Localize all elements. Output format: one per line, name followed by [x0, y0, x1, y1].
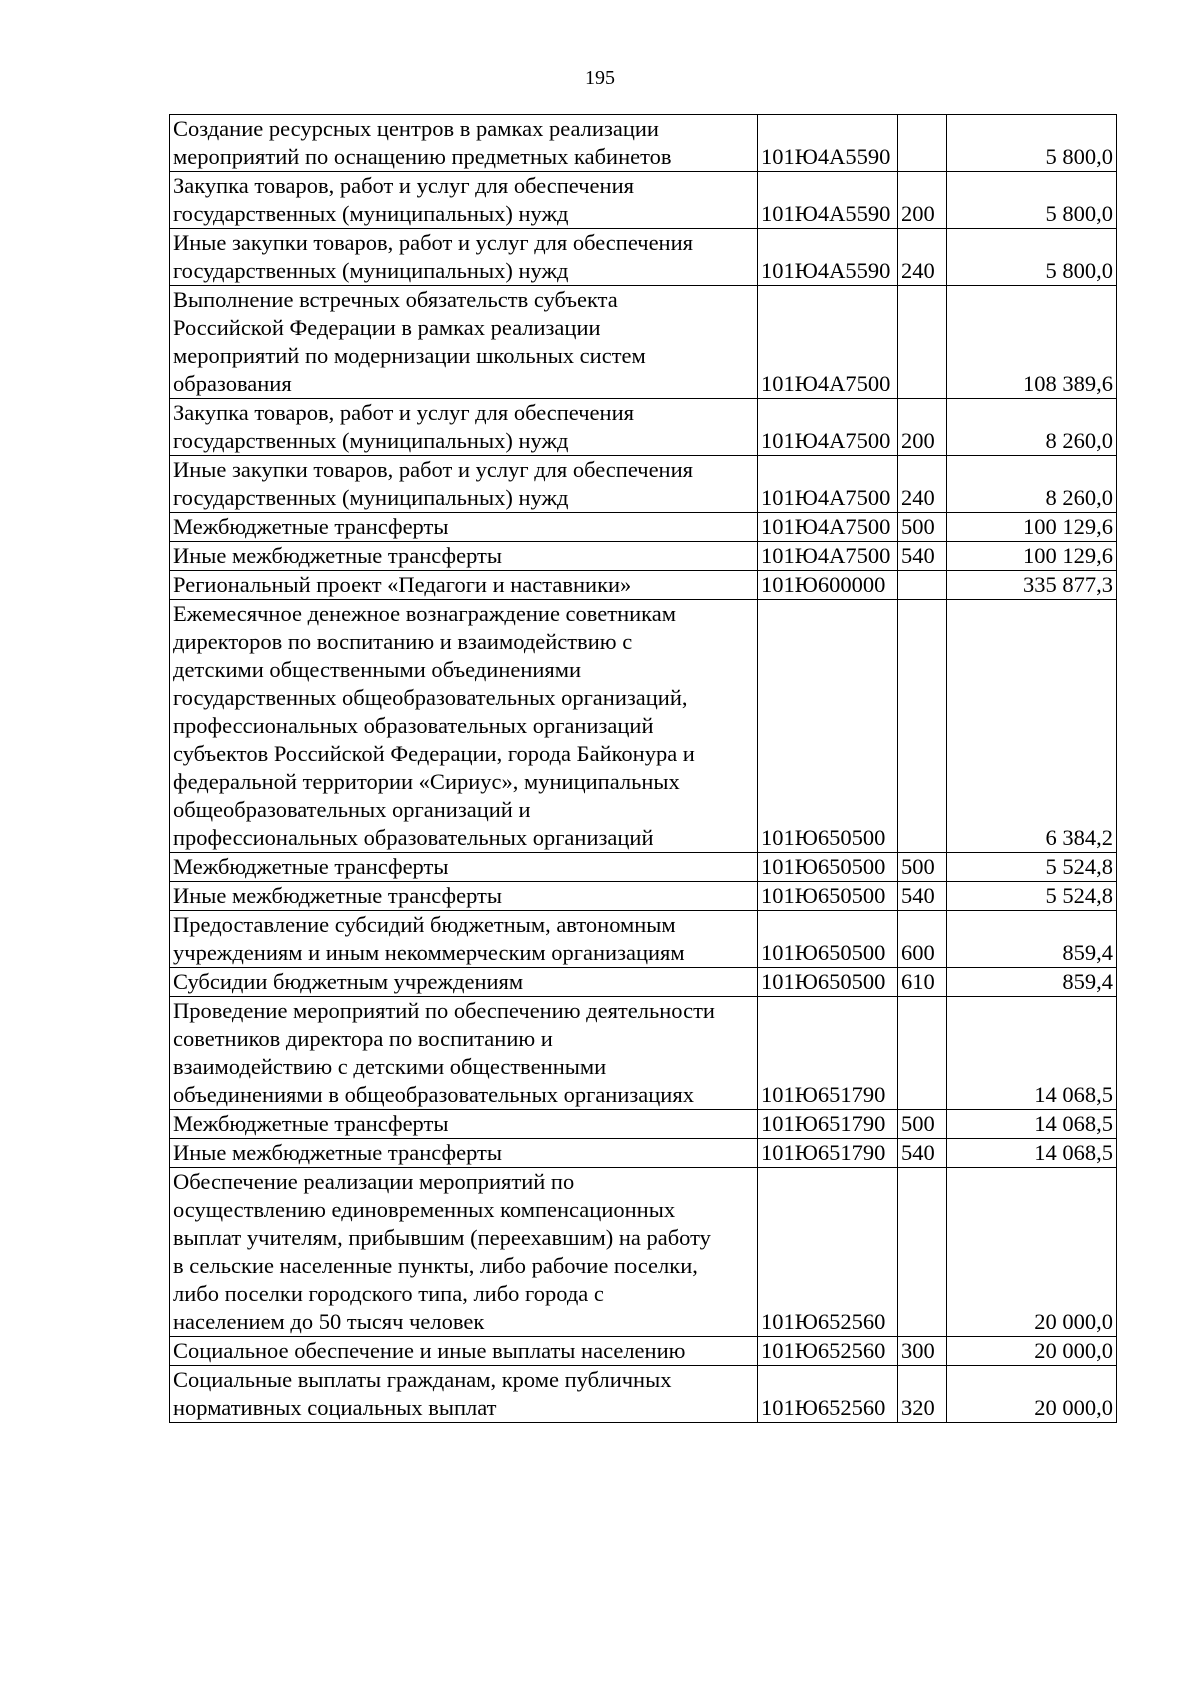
- row-expense-type-cell: 600: [898, 911, 947, 968]
- table-row: [170, 513, 1117, 542]
- row-amount-cell: 14 068,5: [947, 1110, 1117, 1139]
- row-amount-cell: 20 000,0: [947, 1366, 1117, 1423]
- budget-table: [169, 114, 1117, 1423]
- row-name-cell: [170, 456, 758, 513]
- row-name-line: Иные межбюджетные трансферты: [173, 1140, 503, 1165]
- row-name-line: Социальные выплаты гражданам, кроме публичных: [173, 1367, 672, 1392]
- row-amount-cell: 8 260,0: [947, 456, 1117, 513]
- row-name-line: Межбюджетные трансферты: [173, 1111, 449, 1136]
- row-code-cell: 101Ю650500: [758, 600, 898, 853]
- row-name-line: мероприятий по модернизации школьных систем: [173, 343, 646, 368]
- row-expense-type-cell: 200: [898, 172, 947, 229]
- row-expense-type-cell: 320: [898, 1366, 947, 1423]
- row-name-line: Обеспечение реализации мероприятий по: [173, 1169, 575, 1194]
- row-amount-cell: 20 000,0: [947, 1168, 1117, 1337]
- row-name-cell: [170, 172, 758, 229]
- table-row: [170, 1110, 1117, 1139]
- row-name-line: взаимодействию с детскими общественными: [173, 1054, 607, 1079]
- row-name-line: Субсидии бюджетным учреждениям: [173, 969, 524, 994]
- row-name-line: Российской Федерации в рамках реализации: [173, 315, 601, 340]
- row-amount-cell: 5 800,0: [947, 172, 1117, 229]
- row-amount-cell: 5 800,0: [947, 115, 1117, 172]
- row-name-line: Проведение мероприятий по обеспечению деятельности: [173, 998, 715, 1023]
- row-name-line: профессиональных образовательных организаций: [173, 713, 654, 738]
- table-row: [170, 1337, 1117, 1366]
- row-amount-cell: 8 260,0: [947, 399, 1117, 456]
- row-amount-cell: 5 800,0: [947, 229, 1117, 286]
- row-expense-type-cell: [898, 600, 947, 853]
- row-code-cell: 101Ю651790: [758, 1110, 898, 1139]
- row-amount-cell: 14 068,5: [947, 1139, 1117, 1168]
- row-name-line: Иные закупки товаров, работ и услуг для обеспечения: [173, 230, 693, 255]
- row-code-cell: 101Ю652560: [758, 1168, 898, 1337]
- table-row: [170, 172, 1117, 229]
- row-name-line: Иные межбюджетные трансферты: [173, 883, 503, 908]
- row-code-cell: 101Ю652560: [758, 1366, 898, 1423]
- row-expense-type-cell: [898, 115, 947, 172]
- row-name-line: осуществлению единовременных компенсационных: [173, 1197, 676, 1222]
- row-code-cell: 101Ю650500: [758, 968, 898, 997]
- row-code-cell: 101Ю4А7500: [758, 399, 898, 456]
- row-amount-cell: 5 524,8: [947, 853, 1117, 882]
- row-amount-cell: 859,4: [947, 968, 1117, 997]
- row-expense-type-cell: 200: [898, 399, 947, 456]
- row-code-cell: 101Ю650500: [758, 853, 898, 882]
- row-name-line: объединениями в общеобразовательных организациях: [173, 1082, 694, 1107]
- table-row: [170, 115, 1117, 172]
- row-name-line: в сельские населенные пункты, либо рабочие поселки,: [173, 1253, 698, 1278]
- row-name-cell: [170, 399, 758, 456]
- table-row: [170, 853, 1117, 882]
- table-row: [170, 911, 1117, 968]
- row-name-line: Региональный проект «Педагоги и наставники»: [173, 572, 632, 597]
- row-amount-cell: 859,4: [947, 911, 1117, 968]
- row-name-line: выплат учителям, прибывшим (переехавшим) на работу: [173, 1225, 711, 1250]
- row-code-cell: 101Ю4А5590: [758, 115, 898, 172]
- table-row: [170, 600, 1117, 853]
- row-amount-cell: 6 384,2: [947, 600, 1117, 853]
- row-name-cell: [170, 911, 758, 968]
- row-name-line: федеральной территории «Сириус», муниципальных: [173, 769, 680, 794]
- row-code-cell: 101Ю650500: [758, 882, 898, 911]
- row-expense-type-cell: 610: [898, 968, 947, 997]
- row-name-line: Межбюджетные трансферты: [173, 514, 449, 539]
- row-code-cell: 101Ю4А7500: [758, 286, 898, 399]
- row-amount-cell: 14 068,5: [947, 997, 1117, 1110]
- row-name-line: Предоставление субсидий бюджетным, автономным: [173, 912, 676, 937]
- row-name-line: государственных (муниципальных) нужд: [173, 428, 569, 453]
- row-name-cell: [170, 542, 758, 571]
- row-name-cell: [170, 1110, 758, 1139]
- row-amount-cell: 20 000,0: [947, 1337, 1117, 1366]
- table-row: [170, 968, 1117, 997]
- row-code-cell: 101Ю4А7500: [758, 513, 898, 542]
- row-amount-cell: 5 524,8: [947, 882, 1117, 911]
- row-code-cell: 101Ю4А5590: [758, 172, 898, 229]
- table-row: [170, 229, 1117, 286]
- row-expense-type-cell: 240: [898, 456, 947, 513]
- row-name-cell: [170, 571, 758, 600]
- row-name-line: Выполнение встречных обязательств субъекта: [173, 287, 618, 312]
- row-name-cell: [170, 882, 758, 911]
- row-code-cell: 101Ю4А7500: [758, 542, 898, 571]
- row-name-cell: [170, 997, 758, 1110]
- row-name-line: населением до 50 тысяч человек: [173, 1309, 485, 1334]
- row-code-cell: 101Ю4А7500: [758, 456, 898, 513]
- row-name-line: профессиональных образовательных организаций: [173, 825, 654, 850]
- row-amount-cell: 108 389,6: [947, 286, 1117, 399]
- row-expense-type-cell: [898, 1168, 947, 1337]
- row-name-cell: [170, 229, 758, 286]
- row-name-line: Ежемесячное денежное вознаграждение советникам: [173, 601, 676, 626]
- table-row: [170, 1139, 1117, 1168]
- row-name-line: государственных (муниципальных) нужд: [173, 485, 569, 510]
- table-row: [170, 286, 1117, 399]
- row-name-line: Закупка товаров, работ и услуг для обеспечения: [173, 400, 634, 425]
- row-name-cell: [170, 286, 758, 399]
- table-row: [170, 1366, 1117, 1423]
- row-name-line: нормативных социальных выплат: [173, 1395, 497, 1420]
- row-name-line: Закупка товаров, работ и услуг для обеспечения: [173, 173, 634, 198]
- page-number: 195: [585, 67, 615, 89]
- row-code-cell: 101Ю650500: [758, 911, 898, 968]
- table-row: [170, 399, 1117, 456]
- budget-table-body: [170, 115, 1117, 1423]
- row-code-cell: 101Ю600000: [758, 571, 898, 600]
- row-name-line: Межбюджетные трансферты: [173, 854, 449, 879]
- row-expense-type-cell: 300: [898, 1337, 947, 1366]
- row-amount-cell: 100 129,6: [947, 542, 1117, 571]
- row-name-line: мероприятий по оснащению предметных кабинетов: [173, 144, 672, 169]
- table-row: [170, 571, 1117, 600]
- row-name-line: Иные закупки товаров, работ и услуг для обеспечения: [173, 457, 693, 482]
- row-name-line: государственных (муниципальных) нужд: [173, 201, 569, 226]
- row-expense-type-cell: 500: [898, 853, 947, 882]
- row-name-line: директоров по воспитанию и взаимодействию с: [173, 629, 633, 654]
- row-name-cell: [170, 513, 758, 542]
- row-name-line: государственных общеобразовательных организаций,: [173, 685, 688, 710]
- table-row: [170, 1168, 1117, 1337]
- row-name-cell: [170, 1366, 758, 1423]
- row-name-cell: [170, 1168, 758, 1337]
- row-name-line: общеобразовательных организаций и: [173, 797, 531, 822]
- row-code-cell: 101Ю4А5590: [758, 229, 898, 286]
- row-name-cell: [170, 600, 758, 853]
- row-name-cell: [170, 853, 758, 882]
- row-name-line: государственных (муниципальных) нужд: [173, 258, 569, 283]
- row-name-line: субъектов Российской Федерации, города Байконура и: [173, 741, 695, 766]
- row-expense-type-cell: 500: [898, 513, 947, 542]
- row-expense-type-cell: [898, 286, 947, 399]
- row-name-line: Создание ресурсных центров в рамках реализации: [173, 116, 659, 141]
- table-row: [170, 997, 1117, 1110]
- row-amount-cell: 335 877,3: [947, 571, 1117, 600]
- table-row: [170, 542, 1117, 571]
- row-code-cell: 101Ю652560: [758, 1337, 898, 1366]
- row-name-line: образования: [173, 371, 292, 396]
- row-expense-type-cell: 540: [898, 882, 947, 911]
- row-expense-type-cell: [898, 997, 947, 1110]
- row-name-line: либо поселки городского типа, либо города с: [173, 1281, 604, 1306]
- row-name-cell: [170, 1337, 758, 1366]
- row-name-cell: [170, 968, 758, 997]
- row-code-cell: 101Ю651790: [758, 1139, 898, 1168]
- table-row: [170, 882, 1117, 911]
- table-row: [170, 456, 1117, 513]
- row-expense-type-cell: 240: [898, 229, 947, 286]
- row-name-line: учреждениям и иным некоммерческим организациям: [173, 940, 685, 965]
- row-name-cell: [170, 1139, 758, 1168]
- row-expense-type-cell: 540: [898, 1139, 947, 1168]
- row-expense-type-cell: [898, 571, 947, 600]
- row-name-cell: [170, 115, 758, 172]
- row-name-line: детскими общественными объединениями: [173, 657, 582, 682]
- row-name-line: советников директора по воспитанию и: [173, 1026, 553, 1051]
- row-amount-cell: 100 129,6: [947, 513, 1117, 542]
- row-expense-type-cell: 540: [898, 542, 947, 571]
- row-name-line: Иные межбюджетные трансферты: [173, 543, 503, 568]
- row-name-line: Социальное обеспечение и иные выплаты населению: [173, 1338, 686, 1363]
- row-expense-type-cell: 500: [898, 1110, 947, 1139]
- row-code-cell: 101Ю651790: [758, 997, 898, 1110]
